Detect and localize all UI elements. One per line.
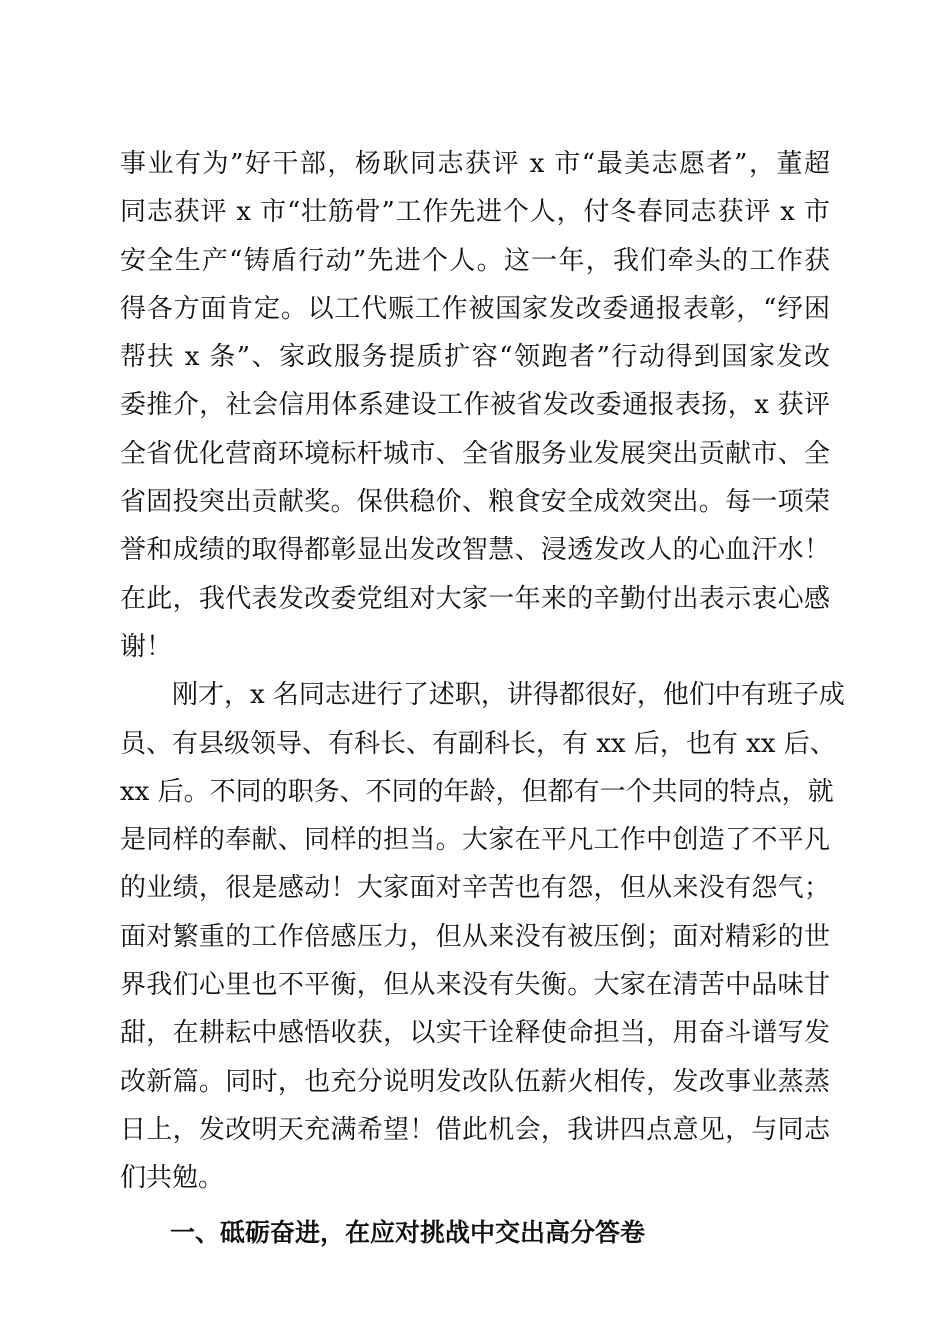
text-line: 员、有县级领导、有科长、有副科长，有 xx 后，也有 xx 后、 [120,728,836,759]
text-line: 在此，我代表发改委党组对大家一年来的辛勤付出表示衷心感 [120,583,830,614]
text-line: 日上，发改明天充满希望！借此机会，我讲四点意见，与同志 [120,1114,830,1145]
body-text [120,140,845,1261]
paragraph-1 [120,140,830,671]
text-line: 安全生产“铸盾行动”先进个人。这一年，我们牵头的工作获 [120,245,830,276]
text-line-last: 们共勉。 [120,1163,225,1194]
text-line: 誉和成绩的取得都彰显出发改智慧、浸透发改人的心血汗水！ [120,535,830,566]
text-line: 是同样的奉献、同样的担当。大家在平凡工作中创造了不平凡 [120,825,830,856]
text-line: 事业有为”好干部，杨耿同志获评 x 市“最美志愿者”，董超 [120,149,830,179]
text-line: 帮扶 x 条”、家政服务提质扩容“领跑者”行动得到国家发改 [120,342,830,373]
text-line: 同志获评 x 市“壮筋骨”工作先进个人，付冬春同志获评 x 市 [120,197,830,228]
section-heading: 一、砥砺奋进，在应对挑战中交出高分答卷 [170,1217,646,1247]
text-line: 委推介，社会信用体系建设工作被省发改委通报表扬，x 获评 [120,390,830,421]
text-line: 改新篇。同时，也充分说明发改队伍薪火相传，发改事业蒸蒸 [120,1066,830,1097]
text-line: xx 后。不同的职务、不同的年龄，但都有一个共同的特点，就 [120,776,834,807]
text-line: 得各方面肯定。以工代赈工作被国家发改委通报表彰，“纾困 [120,293,830,324]
text-line: 面对繁重的工作倍感压力，但从来没有被压倒；面对精彩的世 [120,921,830,952]
text-line: 界我们心里也不平衡，但从来没有失衡。大家在清苦中品味甘 [120,970,830,1001]
paragraph-2 [120,671,845,1202]
text-line-indented: 刚才，x 名同志进行了述职，讲得都很好，他们中有班子成 [120,680,845,711]
text-line: 全省优化营商环境标杆城市、全省服务业发展突出贡献市、全 [120,438,830,469]
text-line: 省固投突出贡献奖。保供稳价、粮食安全成效突出。每一项荣 [120,487,830,518]
text-line-last: 谢！ [120,631,173,662]
text-line: 的业绩，很是感动！大家面对辛苦也有怨，但从来没有怨气； [120,873,830,904]
text-line: 甜，在耕耘中感悟收获，以实干诠释使命担当，用奋斗谱写发 [120,1018,830,1049]
